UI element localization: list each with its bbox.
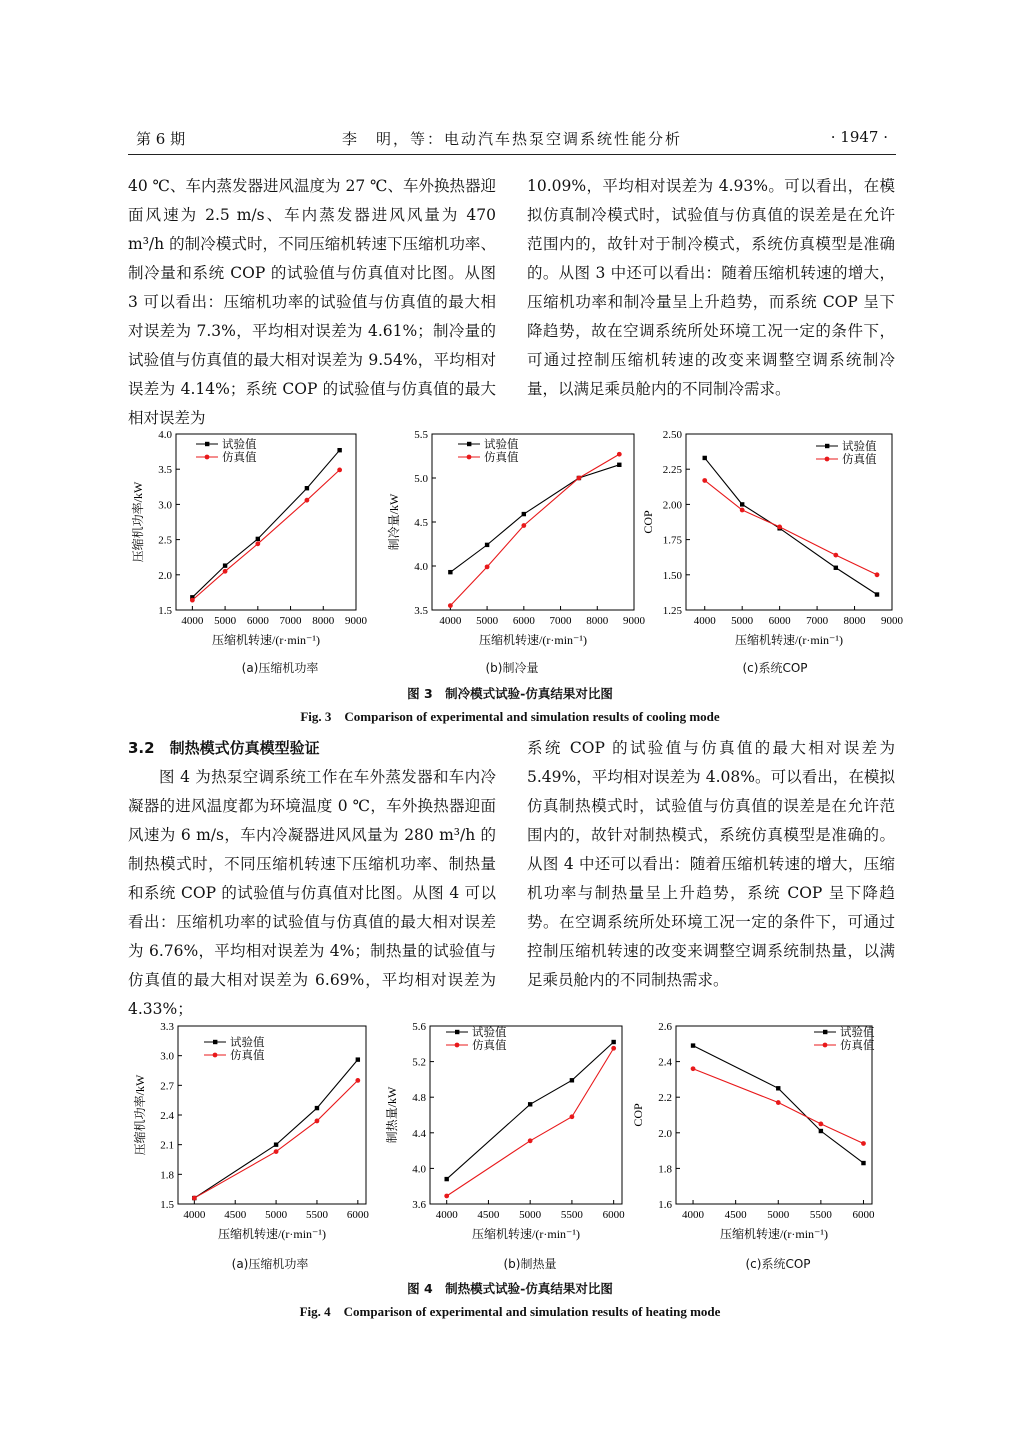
y-axis-label: 压缩机功率/kW xyxy=(131,481,145,563)
fig3-subcaption-b: (b)制冷量 xyxy=(485,661,539,675)
legend-label: 试验值 xyxy=(484,439,519,451)
x-tick-label: 6000 xyxy=(346,1209,369,1221)
y-tick-label: 5.2 xyxy=(412,1056,426,1069)
x-tick-label: 6000 xyxy=(512,615,535,627)
legend-label: 仿真值 xyxy=(472,1040,507,1052)
data-point xyxy=(833,553,838,558)
fig4-chart-b xyxy=(380,1020,640,1260)
y-tick-label: 4.8 xyxy=(412,1092,426,1105)
y-tick-label: 1.5 xyxy=(160,1199,174,1211)
y-tick-label: 1.8 xyxy=(658,1163,672,1176)
legend-label: 仿真值 xyxy=(222,452,257,464)
fig4-chart-c xyxy=(630,1020,896,1260)
data-point xyxy=(448,603,453,608)
x-tick-label: 6000 xyxy=(768,615,791,627)
legend-marker xyxy=(467,442,471,446)
paragraph: 10.09%，平均相对误差为 4.93%。可以看出，在模拟仿真制冷模式时，试验值与仿真值的误差是在允许范围内的，故针对于制冷模式，系统仿真模型是准确的。从图 3 中还可以看出：随着压缩机转速的增大，压缩机功率和制冷量呈上升趋势，而系统 COP 呈下降趋势，故在空调系统所处环境工况一定的条件下，可通过控制压缩机转速的改变来调整空调系统制冷量，以满足乘员舱内的不同制冷需求。 xyxy=(527,177,895,398)
x-tick-label: 4000 xyxy=(435,1209,458,1221)
legend-marker xyxy=(213,1053,218,1058)
data-point xyxy=(819,1129,823,1133)
legend-label: 试验值 xyxy=(842,441,877,453)
data-point xyxy=(691,1066,696,1071)
fig4-subcaption-b: (b)制热量 xyxy=(503,1257,557,1271)
plot-frame xyxy=(176,434,356,610)
y-axis-label: 制热量/kW xyxy=(385,1086,399,1144)
x-tick-label: 9000 xyxy=(623,615,645,627)
data-point xyxy=(444,1194,449,1199)
y-tick-label: 4.0 xyxy=(158,429,172,441)
y-axis-label: 制冷量/kW xyxy=(387,493,401,551)
data-point xyxy=(315,1119,320,1124)
x-tick-label: 5000 xyxy=(214,615,237,627)
x-tick-label: 6000 xyxy=(602,1209,625,1221)
series-line xyxy=(693,1069,863,1144)
fig4-caption-zh: 图 4 制热模式试验-仿真结果对比图 xyxy=(407,1281,613,1296)
plot-frame xyxy=(676,1026,872,1204)
legend-marker xyxy=(823,1030,827,1034)
data-point xyxy=(528,1102,532,1106)
data-point xyxy=(355,1078,360,1083)
y-tick-label: 4.0 xyxy=(414,561,428,573)
data-point xyxy=(875,592,879,596)
x-tick-label: 5000 xyxy=(731,615,754,627)
x-tick-label: 7000 xyxy=(549,615,572,627)
legend-label: 试验值 xyxy=(840,1027,875,1039)
legend-marker xyxy=(825,444,829,448)
page-header xyxy=(128,124,896,155)
x-axis-label: 压缩机转速/(r·min⁻¹) xyxy=(720,1227,828,1241)
legend-label: 试验值 xyxy=(472,1027,507,1039)
data-point xyxy=(305,498,310,503)
y-tick-label: 1.6 xyxy=(658,1199,672,1211)
series-line xyxy=(194,1060,357,1198)
data-point xyxy=(570,1078,574,1082)
data-point xyxy=(818,1122,823,1127)
x-tick-label: 5000 xyxy=(476,615,499,627)
data-point xyxy=(337,448,341,452)
data-point xyxy=(448,570,452,574)
x-tick-label: 5000 xyxy=(265,1209,288,1221)
body-text-top-right xyxy=(527,172,895,404)
data-point xyxy=(315,1106,319,1110)
body-text-mid-right xyxy=(527,734,895,995)
y-tick-label: 1.75 xyxy=(662,534,682,547)
legend-label: 仿真值 xyxy=(840,1040,875,1052)
series-line xyxy=(194,1080,357,1198)
series-line xyxy=(192,470,339,600)
fig4-caption-en: Fig. 4 Comparison of experimental and simulation results of heating mode xyxy=(299,1304,721,1319)
data-point xyxy=(611,1046,616,1051)
data-point xyxy=(444,1177,448,1181)
x-tick-label: 5000 xyxy=(767,1209,790,1221)
x-tick-label: 5500 xyxy=(305,1209,328,1221)
x-tick-label: 4500 xyxy=(724,1209,747,1221)
x-tick-label: 6000 xyxy=(852,1209,875,1221)
series-line xyxy=(450,454,619,605)
data-point xyxy=(522,512,526,516)
data-point xyxy=(274,1142,278,1146)
data-point xyxy=(740,508,745,513)
plot-frame xyxy=(430,1026,622,1204)
x-tick-label: 8000 xyxy=(843,615,866,627)
legend-marker xyxy=(467,455,472,460)
data-point xyxy=(861,1161,865,1165)
x-axis-label: 压缩机转速/(r·min⁻¹) xyxy=(479,633,587,647)
data-point xyxy=(356,1057,360,1061)
data-point xyxy=(256,537,260,541)
x-tick-label: 7000 xyxy=(806,615,829,627)
data-point xyxy=(611,1040,615,1044)
series-line xyxy=(450,465,619,572)
data-point xyxy=(875,572,880,577)
paragraph: 40 ℃、车内蒸发器进风温度为 27 ℃、车外换热器迎面风速为 2.5 m/s、车内蒸发器进风风量为 470 m³/h 的制冷模式时，不同压缩机转速下压缩机功率、制冷量和系统 COP 的试验值与仿真值对比图。从图 3 可以看出：压缩机功率的试验值与仿真值的最大相对误差为 7.3%，平均相对误差为 4.61%；制冷量的试验值与仿真值的最大相对误差为 9.54%，平均相对误差为 4.14%；系统 COP 的试验值与仿真值的最大相对误差为 xyxy=(128,177,496,427)
x-axis-label: 压缩机转速/(r·min⁻¹) xyxy=(218,1227,326,1241)
fig3-chart-a xyxy=(128,426,378,666)
fig4-subcaption-a: (a)压缩机功率 xyxy=(231,1257,309,1271)
y-tick-label: 1.25 xyxy=(662,605,682,617)
data-point xyxy=(521,523,526,528)
y-tick-label: 1.50 xyxy=(662,569,682,582)
legend-marker xyxy=(455,1043,460,1048)
plot-frame xyxy=(178,1026,366,1204)
data-point xyxy=(776,1086,780,1090)
fig3-chart-b xyxy=(387,426,645,666)
data-point xyxy=(691,1043,695,1047)
data-point xyxy=(223,563,227,567)
y-tick-label: 2.25 xyxy=(662,464,682,477)
x-tick-label: 5500 xyxy=(560,1209,583,1221)
x-tick-label: 8000 xyxy=(586,615,609,627)
x-tick-label: 4000 xyxy=(183,1209,206,1221)
y-tick-label: 3.6 xyxy=(412,1199,426,1211)
plot-frame xyxy=(432,434,634,610)
x-axis-label: 压缩机转速/(r·min⁻¹) xyxy=(472,1227,580,1241)
data-point xyxy=(190,598,195,603)
y-axis-label: COP xyxy=(631,1103,645,1127)
y-tick-label: 5.6 xyxy=(412,1021,426,1033)
data-point xyxy=(777,525,782,530)
data-point xyxy=(274,1149,279,1154)
y-tick-label: 2.7 xyxy=(160,1080,174,1093)
data-point xyxy=(485,543,489,547)
legend-label: 仿真值 xyxy=(484,452,519,464)
x-tick-label: 4500 xyxy=(224,1209,247,1221)
x-axis-label: 压缩机转速/(r·min⁻¹) xyxy=(212,633,320,647)
data-point xyxy=(305,486,309,490)
data-point xyxy=(703,456,707,460)
x-tick-label: 8000 xyxy=(312,615,335,627)
x-tick-label: 7000 xyxy=(279,615,302,627)
series-line xyxy=(447,1042,614,1179)
body-text-top-left xyxy=(128,172,496,433)
y-tick-label: 2.5 xyxy=(158,534,172,547)
body-text-mid-left xyxy=(128,734,496,1024)
x-tick-label: 4000 xyxy=(693,615,716,627)
y-tick-label: 4.4 xyxy=(412,1127,426,1140)
legend-marker xyxy=(455,1030,459,1034)
data-point xyxy=(776,1100,781,1105)
x-tick-label: 4000 xyxy=(682,1209,705,1221)
fig3-chart-c xyxy=(636,426,903,666)
legend-marker xyxy=(825,457,830,462)
y-axis-label: COP xyxy=(641,510,655,534)
x-tick-label: 9000 xyxy=(881,615,903,627)
legend-marker xyxy=(205,455,210,460)
x-tick-label: 4000 xyxy=(439,615,462,627)
series-line xyxy=(705,480,877,574)
y-tick-label: 4.5 xyxy=(414,517,428,529)
fig4-subcaption-c: (c)系统COP xyxy=(745,1257,811,1271)
data-point xyxy=(223,569,228,574)
legend-marker xyxy=(213,1040,217,1044)
legend-marker xyxy=(823,1043,828,1048)
data-point xyxy=(255,541,260,546)
y-tick-label: 3.0 xyxy=(158,499,172,512)
legend-label: 试验值 xyxy=(230,1037,265,1049)
data-point xyxy=(570,1114,575,1119)
data-point xyxy=(192,1196,197,1201)
data-point xyxy=(702,478,707,483)
series-line xyxy=(447,1048,614,1196)
y-tick-label: 2.2 xyxy=(658,1092,672,1105)
y-axis-label: 压缩机功率/kW xyxy=(133,1074,147,1156)
y-tick-label: 2.4 xyxy=(160,1110,174,1122)
paragraph: 图 4 为热泵空调系统工作在车外蒸发器和车内冷凝器的进风温度都为环境温度 0 ℃，车外换热器迎面风速为 6 m/s，车内冷凝器进风风量为 280 m³/h 的制热模式时，不同压缩机转速下压缩机功率、制热量和系统 COP 的试验值与仿真值对比图。从图 4 可以看出：压缩机功率的试验值与仿真值的最大相对误差为 6.76%，平均相对误差为 4%；制热量的试验值与仿真值的最大相对误差为 6.69%，平均相对误差为 4.33%； xyxy=(128,768,496,1018)
page-number: · 1947 · xyxy=(830,128,888,146)
legend-label: 仿真值 xyxy=(230,1050,265,1062)
data-point xyxy=(834,566,838,570)
y-tick-label: 2.0 xyxy=(158,569,172,582)
y-tick-label: 5.0 xyxy=(414,473,428,485)
fig4-chart-a xyxy=(128,1020,378,1260)
data-point xyxy=(617,463,621,467)
running-title: 李 明，等：电动汽车热泵空调系统性能分析 xyxy=(341,130,682,148)
y-tick-label: 2.00 xyxy=(662,499,682,512)
y-tick-label: 1.5 xyxy=(158,605,172,617)
y-tick-label: 3.3 xyxy=(160,1021,174,1033)
y-tick-label: 2.1 xyxy=(160,1139,174,1152)
x-tick-label: 5500 xyxy=(809,1209,832,1221)
y-tick-label: 3.5 xyxy=(414,605,428,617)
data-point xyxy=(337,468,342,473)
data-point xyxy=(861,1141,866,1146)
legend-label: 试验值 xyxy=(222,439,257,451)
x-tick-label: 4000 xyxy=(181,615,204,627)
x-tick-label: 6000 xyxy=(246,615,269,627)
data-point xyxy=(617,452,622,457)
x-tick-label: 5000 xyxy=(519,1209,542,1221)
issue-number: 第 6 期 xyxy=(136,130,186,148)
fig3-caption-zh: 图 3 制冷模式试验-仿真结果对比图 xyxy=(407,686,613,701)
data-point xyxy=(528,1138,533,1143)
x-tick-label: 4500 xyxy=(477,1209,500,1221)
y-tick-label: 2.0 xyxy=(658,1127,672,1140)
y-tick-label: 2.6 xyxy=(658,1021,672,1033)
data-point xyxy=(740,502,744,506)
y-tick-label: 2.4 xyxy=(658,1056,672,1069)
x-tick-label: 9000 xyxy=(345,615,367,627)
y-tick-label: 2.50 xyxy=(662,429,682,441)
y-tick-label: 3.0 xyxy=(160,1050,174,1063)
series-line xyxy=(705,458,877,595)
fig3-caption-en: Fig. 3 Comparison of experimental and simulation results of cooling mode xyxy=(300,709,720,724)
data-point xyxy=(577,476,582,481)
series-line xyxy=(192,450,339,597)
y-tick-label: 5.5 xyxy=(414,429,428,441)
fig3-subcaption-c: (c)系统COP xyxy=(742,661,808,675)
legend-label: 仿真值 xyxy=(842,454,877,466)
y-tick-label: 4.0 xyxy=(412,1163,426,1176)
y-tick-label: 1.8 xyxy=(160,1169,174,1182)
x-axis-label: 压缩机转速/(r·min⁻¹) xyxy=(735,633,843,647)
paragraph: 系统 COP 的试验值与仿真值的最大相对误差为 5.49%，平均相对误差为 4.08%。可以看出，在模拟仿真制热模式时，试验值与仿真值的误差是在允许范围内的，故针对制热模式，系统仿真模型是准确的。从图 4 中还可以看出：随着压缩机转速的增大，压缩机功率与制热量呈上升趋势，系统 COP 呈下降趋势。在空调系统所处环境工况一定的条件下，可通过控制压缩机转速的改变来调整空调系统制热量，以满足乘员舱内的不同制热需求。 xyxy=(527,739,895,989)
y-tick-label: 3.5 xyxy=(158,464,172,477)
data-point xyxy=(485,564,490,569)
fig3-subcaption-a: (a)压缩机功率 xyxy=(241,661,319,675)
legend-marker xyxy=(205,442,209,446)
section-title: 3.2 制热模式仿真模型验证 xyxy=(128,739,320,757)
